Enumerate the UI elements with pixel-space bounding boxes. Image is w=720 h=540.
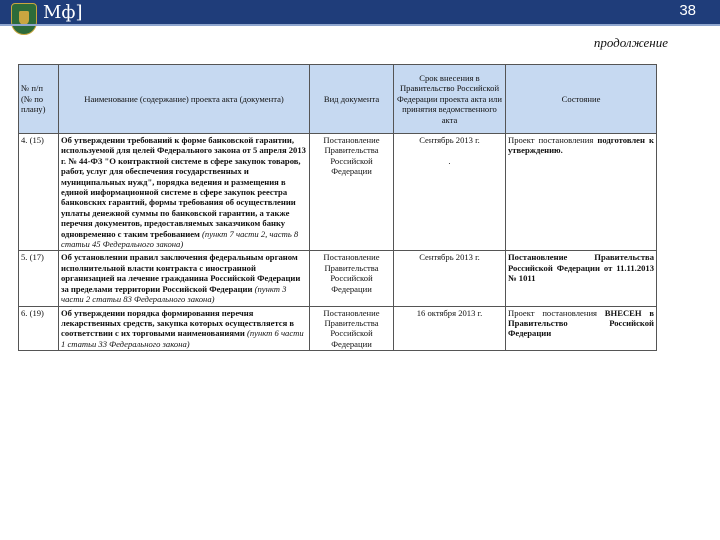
header-bar	[0, 0, 720, 24]
status-text: Проект постановления	[508, 307, 598, 318]
act-name-cell	[59, 134, 310, 251]
legal-reference: (пункт 6 части 1 статьи 33 Федерального закона)	[61, 328, 304, 349]
logo-text: Мф]	[43, 2, 83, 23]
status-cell	[506, 306, 657, 351]
status-highlight: от 11.11.2013 № 1011	[508, 262, 655, 284]
status-highlight: подготовлен к утверждению.	[508, 135, 654, 156]
status-cell	[506, 134, 657, 251]
act-name: Об установлении правил заключения федеральным органом исполнительной власти контракта с иностранной организацией на лечение гражданина Российской Федерации за пределами территории Российской Федерации	[61, 252, 301, 294]
document-type: Постановление Правительства Российской Федерации	[310, 306, 394, 351]
status-cell	[506, 251, 657, 306]
deadline: Сентябрь 2013 г.	[419, 135, 480, 145]
acts-table	[18, 64, 657, 351]
deadline: 16 октября 2013 г.	[416, 307, 483, 318]
column-header-name: Наименование (содержание) проекта акта (документа)	[59, 65, 310, 134]
continuation-label: продолжение	[593, 35, 668, 50]
table-row	[19, 251, 657, 306]
legal-reference: (пункт 7 части 2, часть 8 статьи 45 Федерального закона)	[61, 228, 299, 250]
deadline-note: .	[448, 155, 451, 166]
table-row	[19, 134, 657, 251]
status-text: Постановление Правительства Российской Федерации	[508, 252, 654, 273]
row-number: 6. (19)	[19, 306, 59, 351]
deadline-cell	[394, 306, 506, 351]
column-header-number: № п/п (№ по плану)	[19, 65, 59, 134]
act-name-cell	[59, 306, 310, 351]
table-row	[19, 306, 657, 351]
column-header-status: Состояние	[506, 65, 657, 134]
act-name: Об утверждении порядка формирования перечня лекарственных средств, закупка которых осуществляется в соответствии с их торговыми наименованиями	[61, 307, 295, 339]
table-header-row	[19, 65, 657, 134]
page-number: 38	[679, 2, 696, 19]
document-type: Постановление Правительства Российской Федерации	[310, 251, 394, 306]
row-number: 4. (15)	[19, 134, 59, 251]
deadline: Сентябрь 2013 г.	[419, 252, 480, 263]
row-number: 5. (17)	[19, 251, 59, 306]
column-header-deadline: Срок внесения в Правительство Российской Федерации проекта акта или принятия ведомственного акта	[394, 65, 506, 134]
deadline-cell	[394, 134, 506, 251]
header-divider	[0, 24, 720, 26]
act-name: Об утверждении требований к форме банковской гарантии, используемой для целей Федерального закона от 5 апреля 2013 г. № 44-ФЗ "О контрактной системе в сфере закупок товаров, работ, услуг для обеспечения государственных и муниципальных нужд", порядка ведения и размещения в единой информационной системе в сфере закупок реестра банковских гарантий, формы требования об осуществлении уплаты денежной суммы по банковской гарантии, а также перечня документов, предоставляемых заказчиком банку одновременно с таким требованием	[61, 135, 306, 239]
status-text: Проект постановления	[508, 135, 594, 145]
legal-reference: (пункт 3 части 2 статьи 83 Федерального закона)	[61, 283, 287, 305]
status-highlight: ВНЕСЕН в Правительство Российской Федерации	[508, 307, 654, 339]
document-type: Постановление Правительства Российской Федерации	[310, 134, 394, 251]
deadline-cell	[394, 251, 506, 306]
column-header-type: Вид документа	[310, 65, 394, 134]
act-name-cell	[59, 251, 310, 306]
emblem-icon	[11, 3, 37, 35]
